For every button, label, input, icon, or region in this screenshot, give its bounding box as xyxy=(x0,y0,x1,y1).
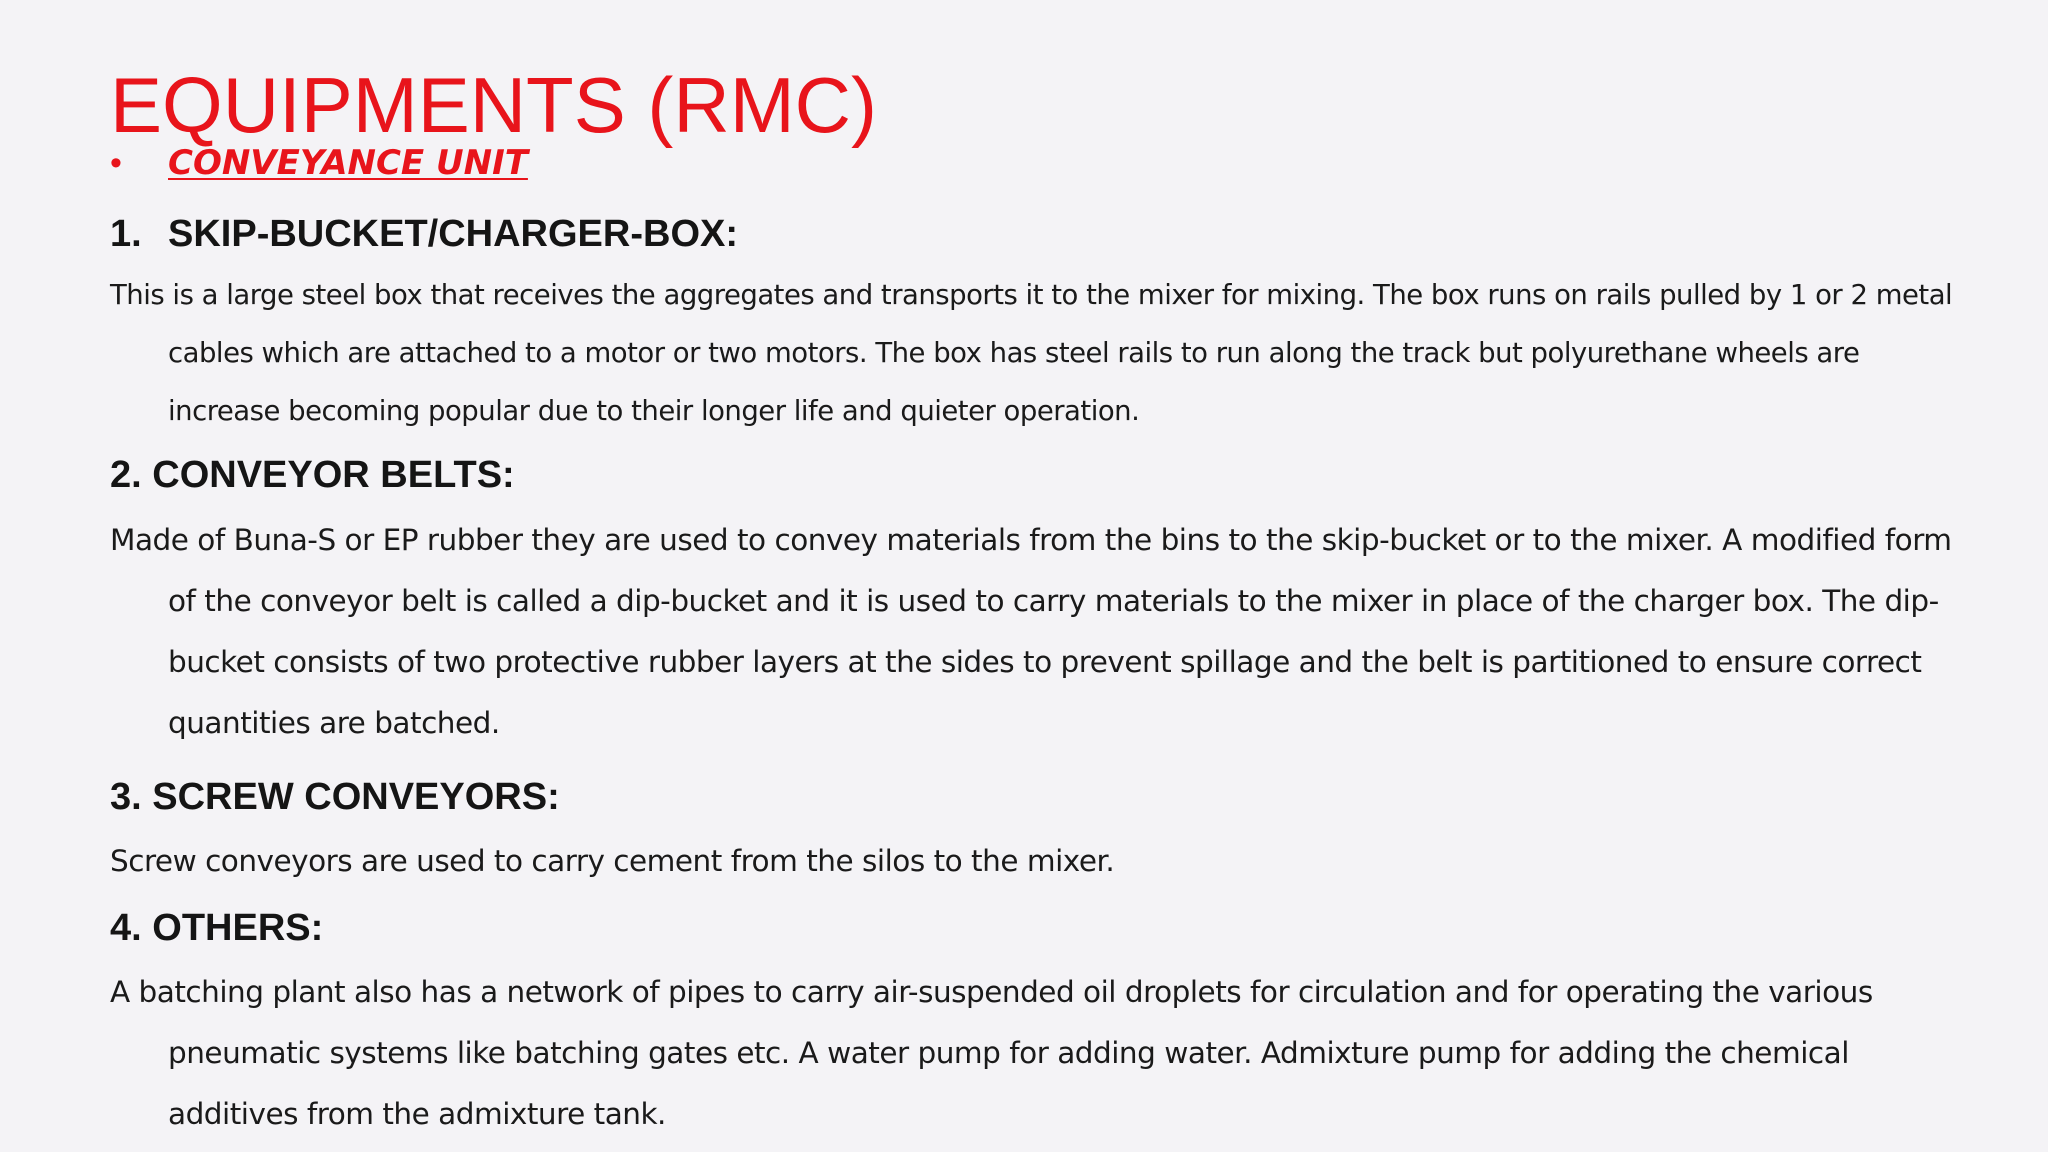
section-number: 4. xyxy=(110,907,142,949)
section-heading-skip-bucket xyxy=(110,210,738,258)
section-body-screw-conveyors: Screw conveyors are used to carry cement from the silos to the mixer. xyxy=(110,844,1115,878)
section-heading-others xyxy=(110,904,323,952)
section-heading-conveyor-belts xyxy=(110,451,515,499)
bullet-icon: • xyxy=(110,144,122,182)
section-body-skip-bucket: This is a large steel box that receives the aggregates and transports it to the mixer for mixing. The box runs on rails pulled by 1 or 2 metal cables which are attached to a motor or two motors. The box has steel rails to run along the track but polyurethane wheels are increase becoming popular due to their longer life and quieter operation. xyxy=(110,279,1953,427)
section-number: 1. xyxy=(110,213,142,255)
section-heading-text: SCREW CONVEYORS: xyxy=(152,776,560,818)
section-heading-text: SKIP-BUCKET/CHARGER-BOX: xyxy=(168,213,738,255)
section-heading-text: CONVEYOR BELTS: xyxy=(152,454,515,496)
section-number: 3. xyxy=(110,776,142,818)
slide-title: EQUIPMENTS (RMC) xyxy=(110,61,877,149)
section-heading-text: OTHERS: xyxy=(152,907,324,949)
bullet-text: CONVEYANCE UNIT xyxy=(168,143,528,183)
section-body-conveyor-belts: Made of Buna-S or EP rubber they are used to convey materials from the bins to the skip-bucket or to the mixer. A modified form of the conveyor belt is called a dip-bucket and it is used to carry materials to the mixer in place of the charger box. The dip-bucket consists of two protective rubber layers at the sides to prevent spillage and the belt is partitioned to ensure correct quantities are batched. xyxy=(110,523,1952,740)
section-heading-screw-conveyors xyxy=(110,773,560,821)
section-body-others: A batching plant also has a network of pipes to carry air-suspended oil droplets for circulation and for operating the various pneumatic systems like batching gates etc. A water pump for adding water. Admixture pump for adding the chemical additives from the admixture tank. xyxy=(110,975,1873,1131)
section-number: 2. xyxy=(110,454,142,496)
